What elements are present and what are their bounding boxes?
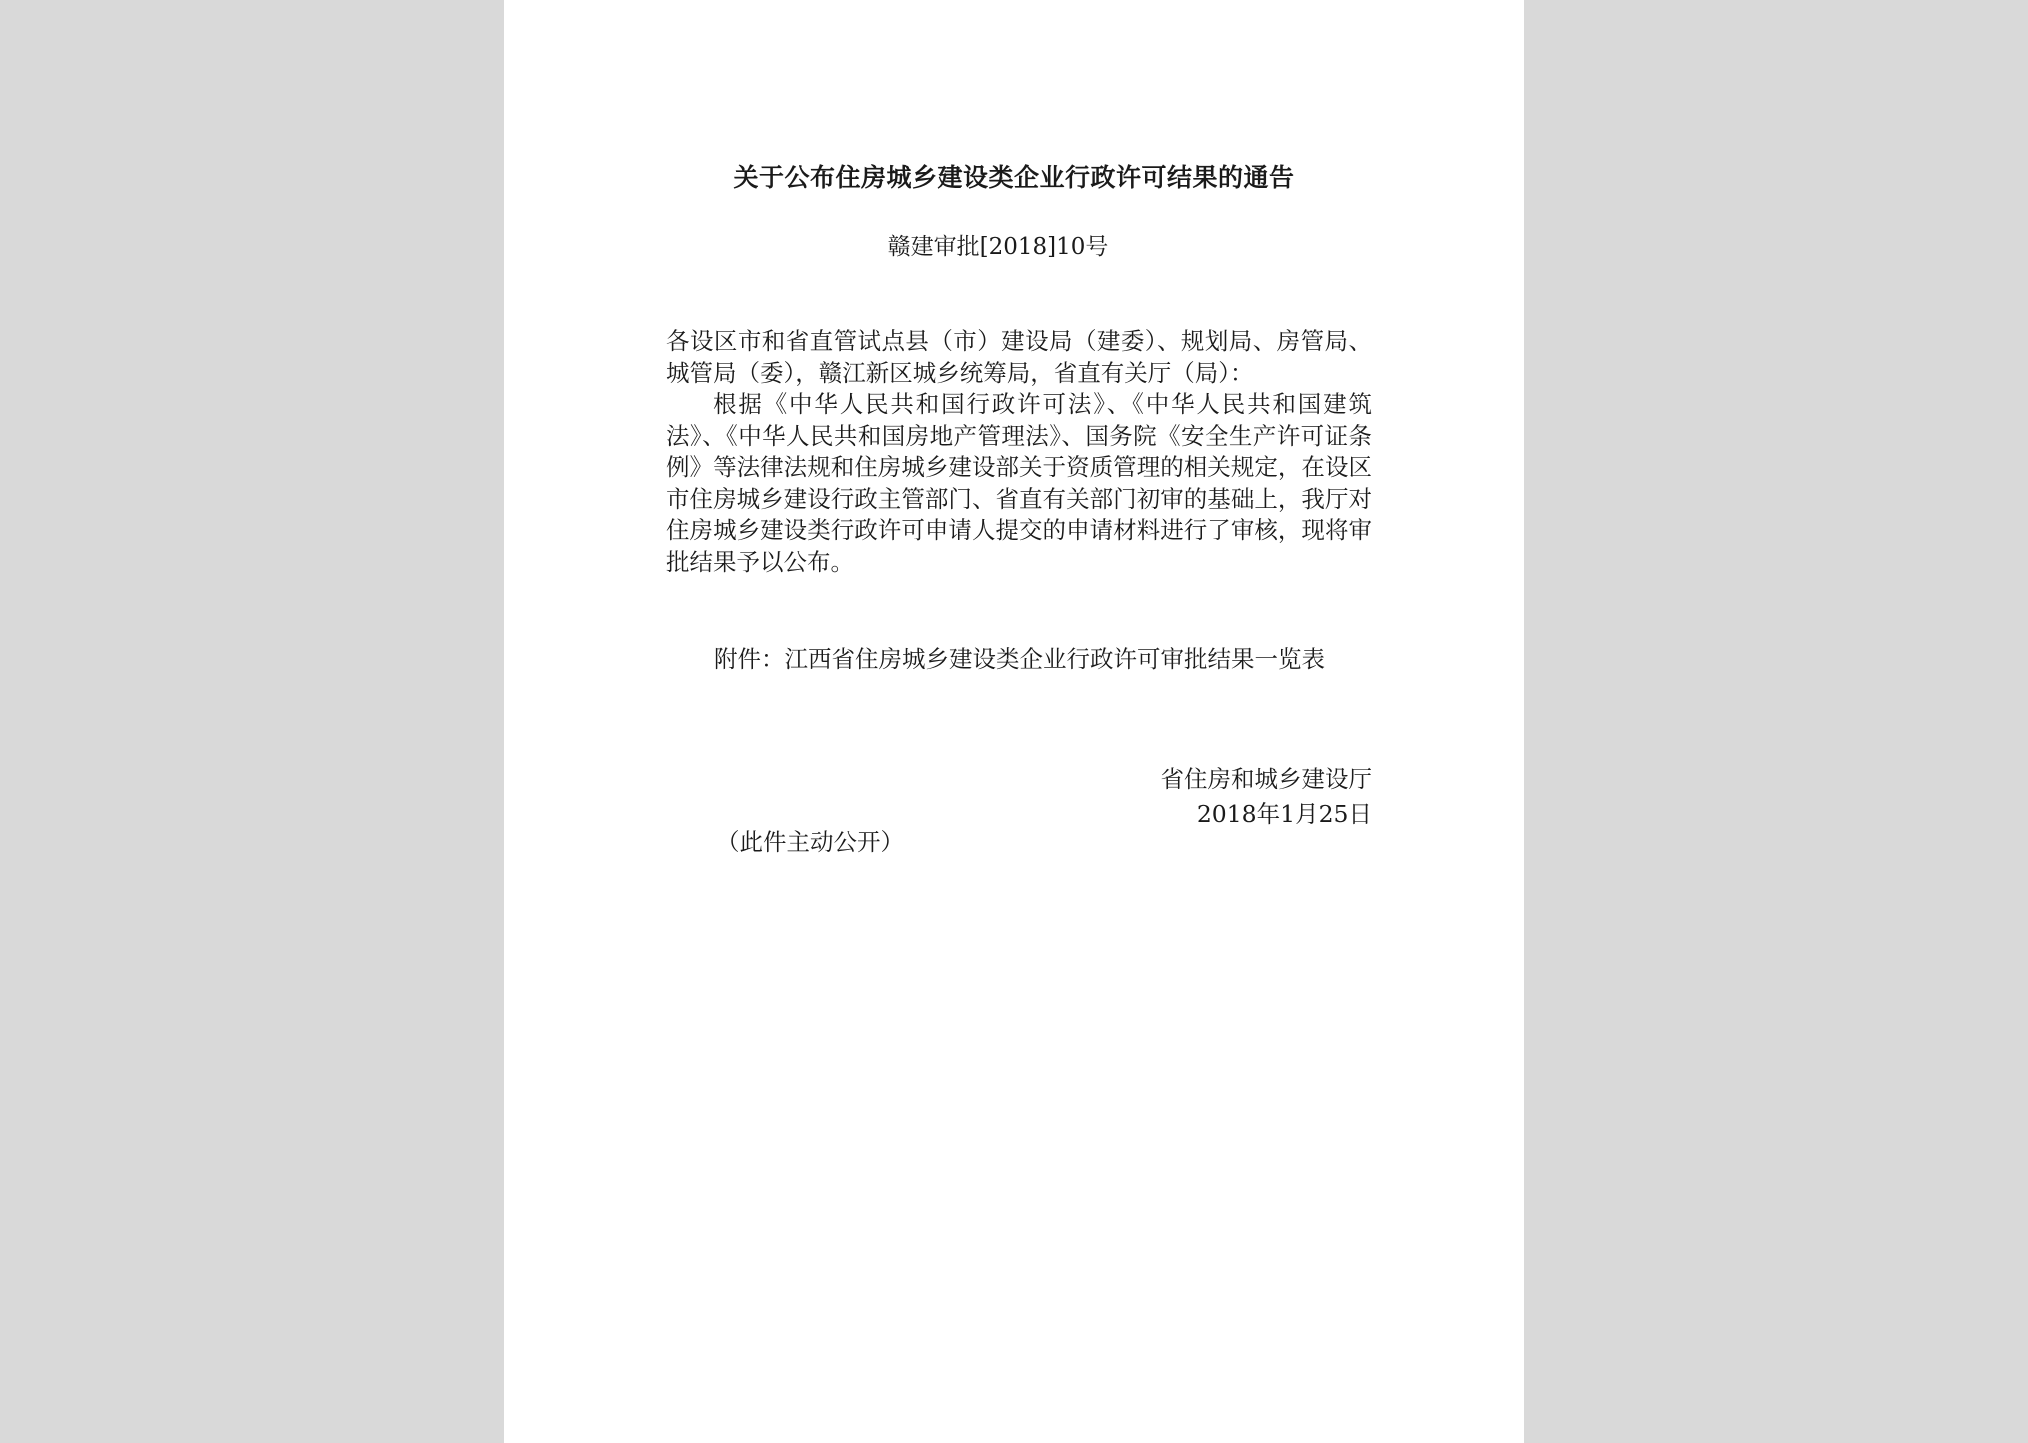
document-page bbox=[504, 0, 1524, 1443]
body-paragraph: 根据《中华人民共和国行政许可法》、《中华人民共和国建筑法》、《中华人民共和国房地产管理法》、国务院《安全生产许可证条例》等法律法规和住房城乡建设部关于资质管理的相关规定，在设区市住房城乡建设行政主管部门、省直有关部门初审的基础上，我厅对住房城乡建设类行政许可申请人提交的申请材料进行了审核，现将审批结果予以公布。 bbox=[666, 390, 1372, 576]
signature-block bbox=[1161, 762, 1373, 832]
disclosure-note: （此件主动公开） bbox=[716, 828, 904, 856]
issuer: 省住房和城乡建设厅 bbox=[1160, 765, 1372, 793]
document-number: 赣建审批[2018]10号 bbox=[887, 234, 1109, 260]
addressee: 各设区市和省直管试点县（市）建设局（建委）、规划局、房管局、城管局（委），赣江新区城乡统筹局，省直有关厅（局）： bbox=[666, 327, 1372, 387]
document-body bbox=[666, 326, 1372, 578]
document-title: 关于公布住房城乡建设类企业行政许可结果的通告 bbox=[733, 163, 1295, 192]
issue-date: 2018年1月25日 bbox=[1196, 800, 1372, 828]
attachment-line: 附件：江西省住房城乡建设类企业行政许可审批结果一览表 bbox=[714, 645, 1325, 673]
